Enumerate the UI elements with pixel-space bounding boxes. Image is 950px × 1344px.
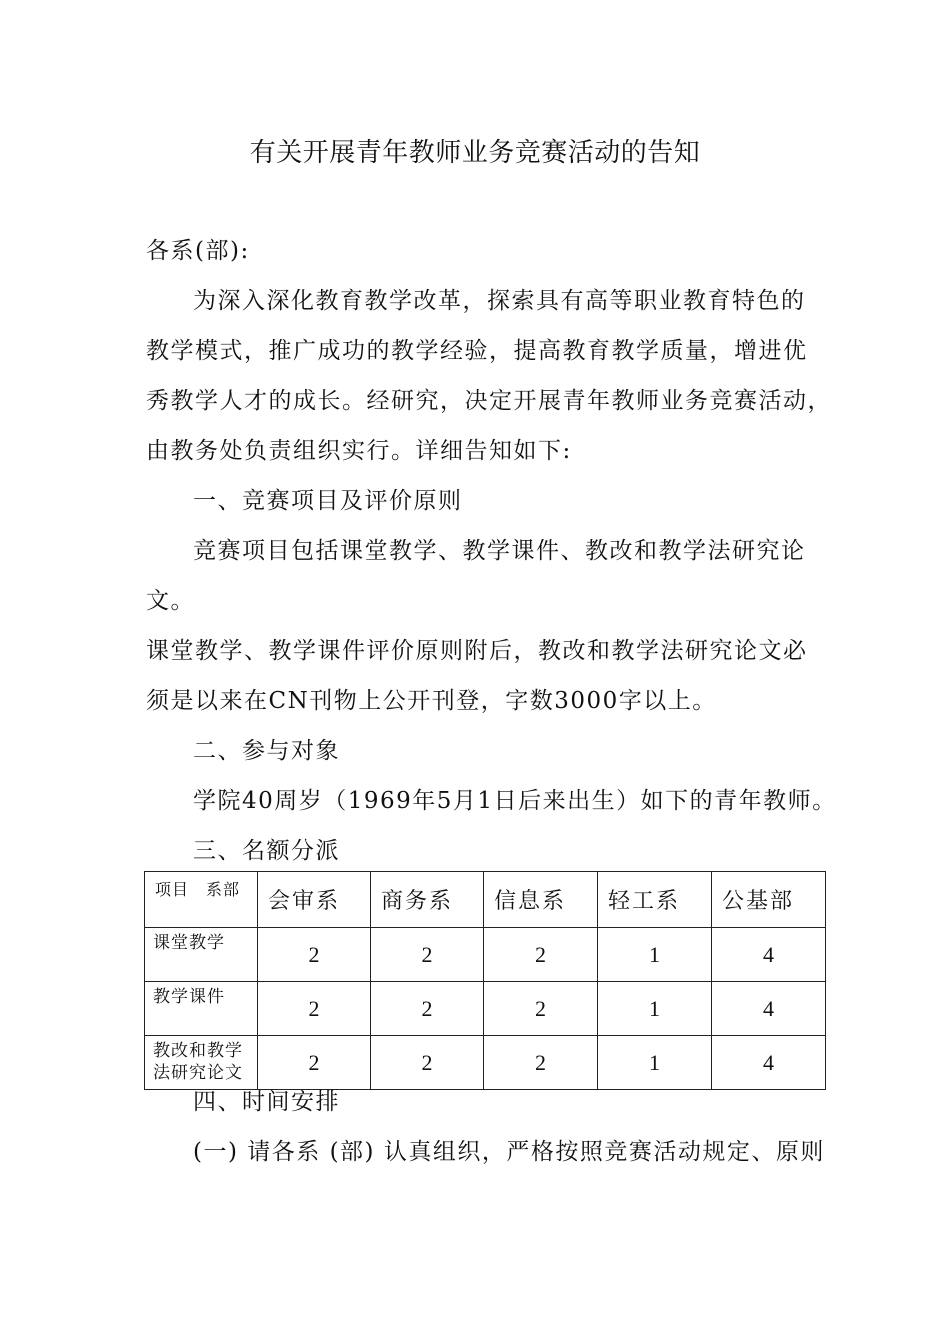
table-corner-label: 项目 系部 [145,872,258,928]
section2-para1: 学院40周岁（1969年5月1日后来出生）如下的青年教师。 [193,788,837,814]
section2-heading: 二、参与对象 [193,738,340,764]
intro-line-2: 教学模式，推广成功的教学经验，提高教育教学质量，增进优 [146,338,808,364]
table-cell: 4 [712,982,826,1036]
intro-line-4: 由教务处负责组织实行。详细告知如下: [146,438,572,464]
document-title: 有关开展青年教师业务竞赛活动的告知 [249,138,701,168]
table-header-row [145,872,826,928]
table-cell: 2 [484,928,598,982]
row-label: 教学课件 [145,982,258,1036]
table-cell: 1 [598,982,712,1036]
table-cell: 2 [484,982,598,1036]
table-cell: 1 [598,1036,712,1090]
table-row [145,982,826,1036]
row-label: 课堂教学 [145,928,258,982]
quota-table [144,871,826,1090]
section1-para1-line1: 竞赛项目包括课堂教学、教学课件、教改和教学法研究论 [193,538,806,564]
section3-heading: 三、名额分派 [193,838,340,864]
intro-line-1: 为深入深化教育教学改革，探索具有高等职业教育特色的 [193,288,806,314]
table-row [145,1036,826,1090]
salutation: 各系(部): [146,238,250,264]
table-cell: 2 [258,1036,371,1090]
table-cell: 2 [484,1036,598,1090]
column-header: 轻工系 [598,872,712,928]
row-label: 教改和教学法研究论文 [145,1036,258,1090]
section4-para1: (一) 请各系 (部) 认真组织，严格按照竞赛活动规定、原则 [193,1139,825,1165]
section4-heading: 四、时间安排 [193,1089,340,1115]
section1-para1-line2: 文。 [146,588,195,614]
section1-para2-line2: 须是以来在CN刊物上公开刊登，字数3000字以上。 [146,688,717,714]
table-cell: 1 [598,928,712,982]
table-cell: 4 [712,1036,826,1090]
table-cell: 2 [371,928,484,982]
table-cell: 2 [371,1036,484,1090]
section1-para2-line1: 课堂教学、教学课件评价原则附后，教改和教学法研究论文必 [146,638,808,664]
table-cell: 4 [712,928,826,982]
column-header: 商务系 [371,872,484,928]
column-header: 公基部 [712,872,826,928]
intro-line-3: 秀教学人才的成长。经研究，决定开展青年教师业务竞赛活动， [146,388,832,414]
column-header: 会审系 [258,872,371,928]
column-header: 信息系 [484,872,598,928]
section1-heading: 一、竞赛项目及评价原则 [193,488,463,514]
table-cell: 2 [258,928,371,982]
table-cell: 2 [371,982,484,1036]
table-row [145,928,826,982]
table-cell: 2 [258,982,371,1036]
